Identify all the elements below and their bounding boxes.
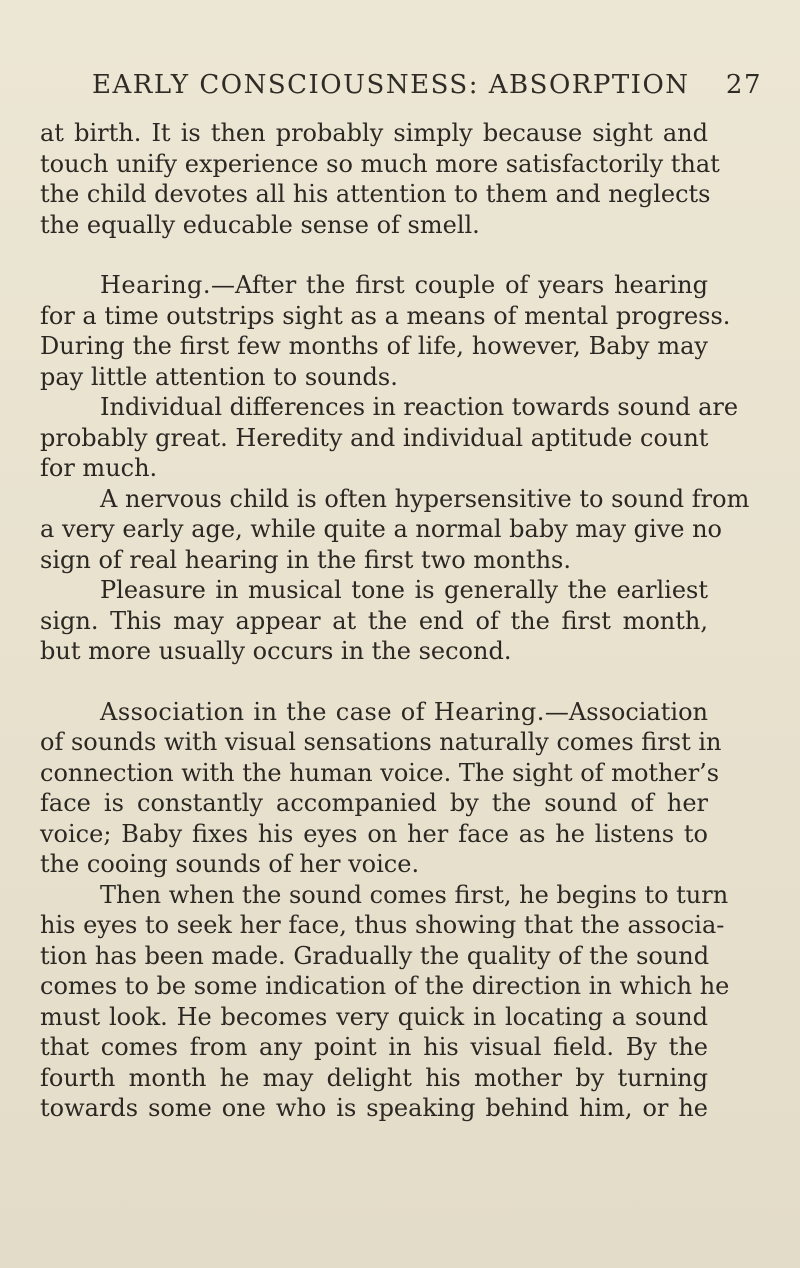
text-line: the child devotes all his attention to them and neglects <box>40 180 711 208</box>
text-line: towards some one who is speaking behind him, or he <box>40 1094 708 1122</box>
text-line: Then when the sound comes first, he begins to turn <box>100 880 729 909</box>
text-line: comes to be some indication of the direction in which he <box>40 972 730 1000</box>
text-line: Pleasure in musical tone is generally the earliest <box>100 576 708 604</box>
text-line: for much. <box>40 454 158 482</box>
text-line: tion has been made. Gradually the quality of the sound <box>40 941 710 970</box>
text-line: face is constantly accompanied by the sound of her <box>40 789 708 817</box>
running-head <box>92 70 762 110</box>
text-line: During the first few months of life, however, Baby may <box>40 332 708 360</box>
text-line: must look. He becomes very quick in locating a sound <box>40 1002 708 1031</box>
text-line: Individual differences in reaction towards sound are <box>100 393 739 421</box>
text-line: fourth month he may delight his mother by turning <box>40 1063 708 1092</box>
text-line: that comes from any point in his visual field. By the <box>40 1033 708 1061</box>
body-text <box>40 118 750 1124</box>
text-line <box>40 270 708 301</box>
text-line: for a time outstrips sight as a means of mental progress. <box>40 301 731 330</box>
text-line: his eyes to seek her face, thus showing that the associa- <box>40 911 725 939</box>
text-line: the equally educable sense of smell. <box>40 210 480 239</box>
text-line: connection with the human voice. The sight of mother’s <box>40 758 720 787</box>
text-line: the cooing sounds of her voice. <box>40 850 420 878</box>
text-line <box>40 697 708 728</box>
paragraph <box>40 697 722 880</box>
paragraph <box>40 575 708 667</box>
section-heading: Hearing. <box>100 271 212 299</box>
text-line: sign of real hearing in the first two months. <box>40 545 571 574</box>
text-line: but more usually occurs in the second. <box>40 637 512 665</box>
chapter-title: EARLY CONSCIOUSNESS: ABSORPTION <box>92 70 690 100</box>
text-line: voice; Baby fixes his eyes on her face as he listens to <box>40 819 708 848</box>
text-run: —Association <box>544 697 708 726</box>
text-line: at birth. It is then probably simply because sight and <box>40 119 708 147</box>
text-line: touch unify experience so much more satisfactorily that <box>40 149 720 178</box>
paragraph <box>40 880 730 1124</box>
text-run: —After the first couple of years hearing <box>211 271 708 299</box>
page-number: 27 <box>725 70 762 100</box>
text-line: pay little attention to sounds. <box>40 362 398 391</box>
section-heading: Association in the case of Hearing. <box>100 697 545 726</box>
text-line: of sounds with visual sensations naturally comes first in <box>40 728 722 756</box>
paragraph <box>40 484 750 576</box>
text-line: probably great. Heredity and individual aptitude count <box>40 423 709 452</box>
paragraph <box>40 118 720 240</box>
paragraph <box>40 270 731 392</box>
text-line: sign. This may appear at the end of the first month, <box>40 606 708 635</box>
paragraph <box>40 392 739 484</box>
text-line: a very early age, while quite a normal baby may give no <box>40 515 722 543</box>
text-line: A nervous child is often hypersensitive to sound from <box>100 484 750 513</box>
